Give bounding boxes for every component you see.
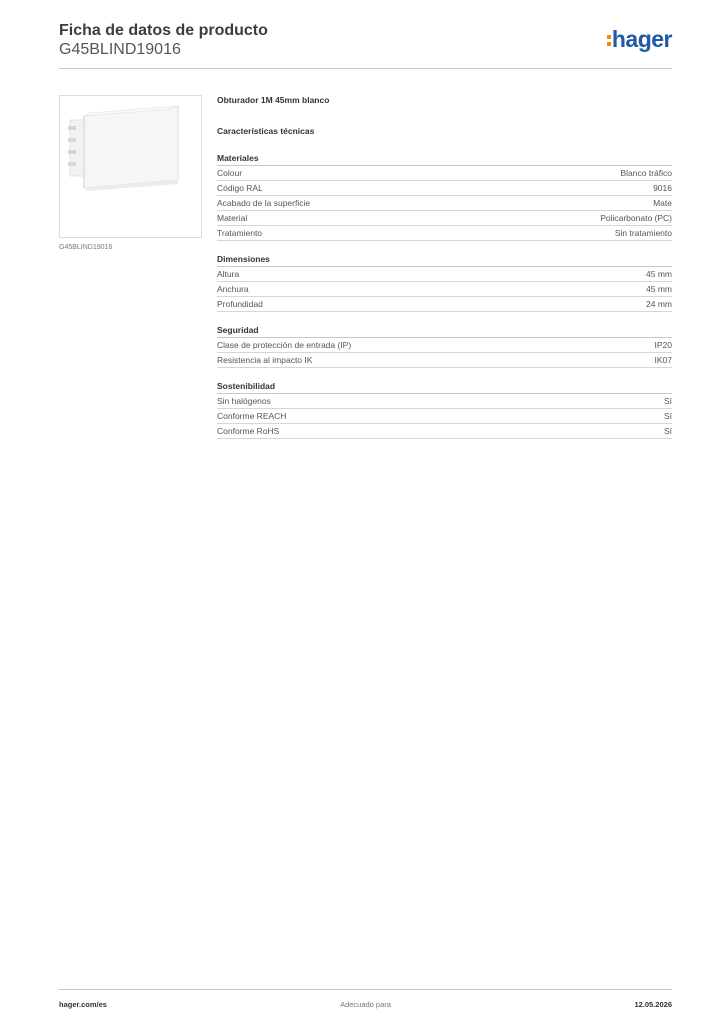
spec-value: IP20 bbox=[654, 340, 672, 350]
spec-row bbox=[217, 196, 672, 211]
spec-row bbox=[217, 394, 672, 409]
spec-label: Colour bbox=[217, 168, 243, 178]
blanking-plate-image-icon bbox=[60, 96, 201, 237]
footer-suitable-for: Adecuado para bbox=[340, 1000, 391, 1009]
section-title: Seguridad bbox=[217, 324, 672, 338]
logo-dots-icon bbox=[607, 32, 611, 49]
spec-label: Tratamiento bbox=[217, 228, 263, 238]
spec-label: Sin halógenos bbox=[217, 396, 271, 406]
spec-section bbox=[217, 380, 672, 439]
spec-row bbox=[217, 226, 672, 241]
document-title: Ficha de datos de producto bbox=[59, 22, 268, 39]
spec-label: Conforme RoHS bbox=[217, 426, 280, 436]
spec-label: Resistencia al impacto IK bbox=[217, 355, 313, 365]
spec-value: Blanco tráfico bbox=[620, 168, 672, 178]
spec-value: 45 mm bbox=[646, 284, 672, 294]
spec-row bbox=[217, 297, 672, 312]
spec-row bbox=[217, 211, 672, 226]
hager-logo bbox=[607, 26, 672, 53]
spec-row bbox=[217, 424, 672, 439]
product-details bbox=[217, 95, 672, 439]
spec-label: Anchura bbox=[217, 284, 249, 294]
spec-section bbox=[217, 324, 672, 368]
section-title: Dimensiones bbox=[217, 253, 672, 267]
spec-section bbox=[217, 253, 672, 312]
spec-section bbox=[217, 152, 672, 241]
section-title: Sostenibilidad bbox=[217, 380, 672, 394]
spec-value: Sí bbox=[663, 426, 672, 436]
spec-row bbox=[217, 267, 672, 282]
page-header bbox=[59, 20, 672, 69]
spec-label: Altura bbox=[217, 269, 240, 279]
spec-value: 9016 bbox=[653, 183, 672, 193]
spec-sections bbox=[217, 152, 672, 439]
product-image bbox=[59, 95, 202, 238]
spec-label: Material bbox=[217, 213, 248, 223]
product-name: Obturador 1M 45mm blanco bbox=[217, 95, 330, 105]
spec-label: Profundidad bbox=[217, 299, 263, 309]
spec-value: Sí bbox=[663, 396, 672, 406]
footer-date: 12.05.2026 bbox=[634, 1000, 672, 1009]
spec-value: 45 mm bbox=[646, 269, 672, 279]
footer-website: hager.com/es bbox=[59, 1000, 107, 1009]
spec-row bbox=[217, 353, 672, 368]
spec-row bbox=[217, 409, 672, 424]
page-footer bbox=[59, 989, 672, 1014]
spec-label: Código RAL bbox=[217, 183, 263, 193]
spec-value: Sí bbox=[663, 411, 672, 421]
spec-value: IK07 bbox=[654, 355, 672, 365]
spec-value: Policarbonato (PC) bbox=[600, 213, 672, 223]
product-reference: G45BLIND19016 bbox=[59, 41, 181, 58]
spec-value: Mate bbox=[653, 198, 672, 208]
section-title: Materiales bbox=[217, 152, 672, 166]
spec-row bbox=[217, 181, 672, 196]
spec-value: Sin tratamiento bbox=[614, 228, 672, 238]
spec-label: Conforme REACH bbox=[217, 411, 287, 421]
spec-label: Clase de protección de entrada (IP) bbox=[217, 340, 352, 350]
spec-row bbox=[217, 282, 672, 297]
spec-value: 24 mm bbox=[646, 299, 672, 309]
product-image-caption: G45BLIND19016 bbox=[59, 244, 113, 251]
spec-label: Acabado de la superficie bbox=[217, 198, 311, 208]
spec-row bbox=[217, 338, 672, 353]
technical-characteristics-heading: Características técnicas bbox=[217, 126, 315, 136]
logo-text: hager bbox=[611, 26, 672, 52]
spec-row bbox=[217, 166, 672, 181]
